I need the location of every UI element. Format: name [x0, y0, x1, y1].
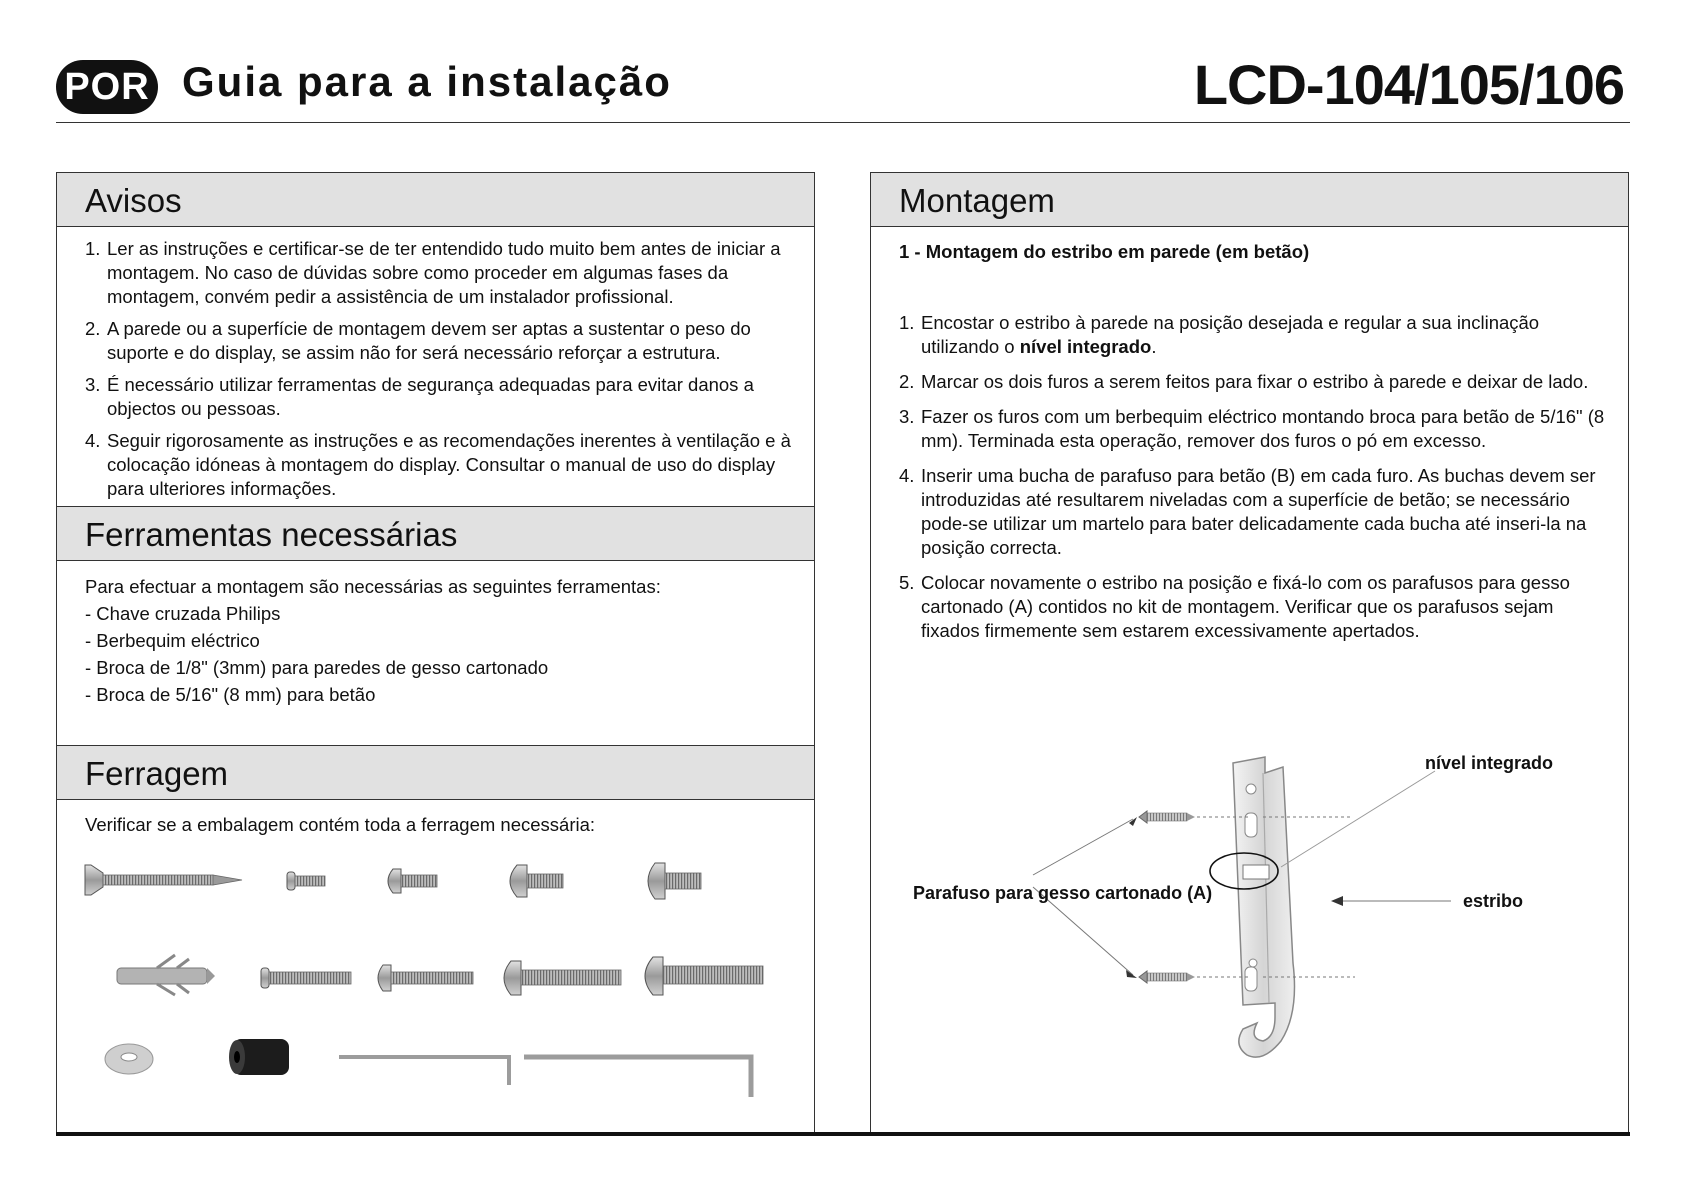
pan-head-screw-icon: [388, 869, 437, 893]
warning-item: 4. Seguir rigorosamente as instruções e as recomendações inerentes à ventilação e à colocação idóneas à montagem do display. Consultar o manual de uso do display para ulteriores informações.: [85, 430, 791, 499]
hardware-intro: Verificar se a embalagem contém toda a ferragem necessária:: [85, 814, 596, 835]
long-pan-screw-icon: [378, 965, 473, 991]
label-screw: Parafuso para gesso cartonado (A): [913, 883, 1213, 903]
tool-item: - Broca de 1/8" (3mm) para paredes de gesso cartonado: [85, 657, 549, 678]
small-screw-icon: [287, 872, 325, 890]
page-header: [56, 52, 1630, 124]
warning-item: 3. É necessário utilizar ferramentas de segurança adequadas para evitar danos a objectos ou pessoas.: [85, 374, 754, 419]
section-title-ferragem: Ferragem: [85, 755, 229, 792]
model-number: LCD-104/105/106: [1193, 53, 1624, 116]
section-title-montagem: Montagem: [899, 182, 1055, 219]
leader-line: [1033, 819, 1133, 875]
tools-intro: Para efectuar a montagem são necessárias as seguintes ferramentas:: [85, 576, 661, 597]
left-panel: [56, 172, 815, 1135]
pan-head-screw-icon: [648, 863, 701, 899]
allen-key-large-icon: [524, 1057, 751, 1097]
montagem-subheading: 1 - Montagem do estribo em parede (em betão): [899, 241, 1310, 262]
section-title-avisos: Avisos: [85, 182, 182, 219]
warning-item: 2. A parede ou a superfície de montagem devem ser aptas a sustentar o peso do suporte e do display, se assim não for será necessário reforçar a estrutura.: [85, 318, 751, 363]
mounting-step: 3. Fazer os furos com um berbequim eléctrico montando broca para betão de 5/16" (8 mm). Terminada esta operação, remover dos furos o pó em excesso.: [899, 406, 1605, 451]
warning-item: 1. Ler as instruções e certificar-se de ter entendido tudo muito bem antes de iniciar a montagem. No caso de dúvidas sobre como proceder em algumas fases da montagem, convém pedir a assistência de um instalador profissional.: [85, 238, 781, 307]
long-pan-screw-icon: [504, 961, 621, 995]
document-title: Guia para a instalação: [182, 58, 672, 105]
section-title-ferramentas: Ferramentas necessárias: [85, 516, 458, 553]
label-bracket: estribo: [1463, 891, 1524, 911]
hardware-illustrations: [57, 173, 814, 1134]
pan-head-screw-icon: [510, 865, 563, 897]
footer-divider: [56, 1132, 1630, 1136]
header-divider: [56, 122, 1630, 123]
bracket-diagram: [871, 753, 1628, 1123]
mounting-step: 5. Colocar novamente o estribo na posição e fixá-lo com os parafusos para gesso cartonado (A) contidos no kit de montagem. Verificar que os parafusos sejam fixados firmemente sem estarem excessivamente apertados.: [899, 572, 1570, 641]
label-level: nível integrado: [1425, 753, 1554, 773]
leader-line: [1281, 771, 1435, 867]
language-badge: POR: [56, 60, 158, 114]
mounting-step: 1. Encostar o estribo à parede na posição desejada e regular a sua inclinação utilizando o nível integrado.: [899, 312, 1540, 357]
long-pan-screw-icon: [645, 957, 763, 995]
allen-key-small-icon: [339, 1057, 509, 1085]
flat-head-screw-icon: [85, 865, 242, 895]
right-panel: [870, 172, 1629, 1135]
tool-item: - Broca de 5/16" (8 mm) para betão: [85, 684, 376, 705]
section-header-montagem: [871, 172, 1628, 227]
wall-bracket: [1233, 757, 1295, 1057]
washer-icon: [105, 1044, 153, 1074]
tool-item: - Chave cruzada Philips: [85, 603, 281, 624]
mounting-step: 2. Marcar os dois furos a serem feitos para fixar o estribo à parede e deixar de lado.: [899, 371, 1589, 392]
wall-anchor-icon: [117, 955, 215, 995]
spacer-icon: [229, 1039, 289, 1075]
long-screw-icon: [261, 968, 351, 988]
tool-item: - Berbequim eléctrico: [85, 630, 260, 651]
mounting-step: 4. Inserir uma bucha de parafuso para betão (B) em cada furo. As buchas devem ser introduzidas até resultarem niveladas com a superfície de betão; se necessário pode-se utilizar um martelo para bater delicadamente cada bucha até inseri-la na posição correcta.: [899, 465, 1596, 558]
mounting-steps-list: [899, 311, 1609, 654]
